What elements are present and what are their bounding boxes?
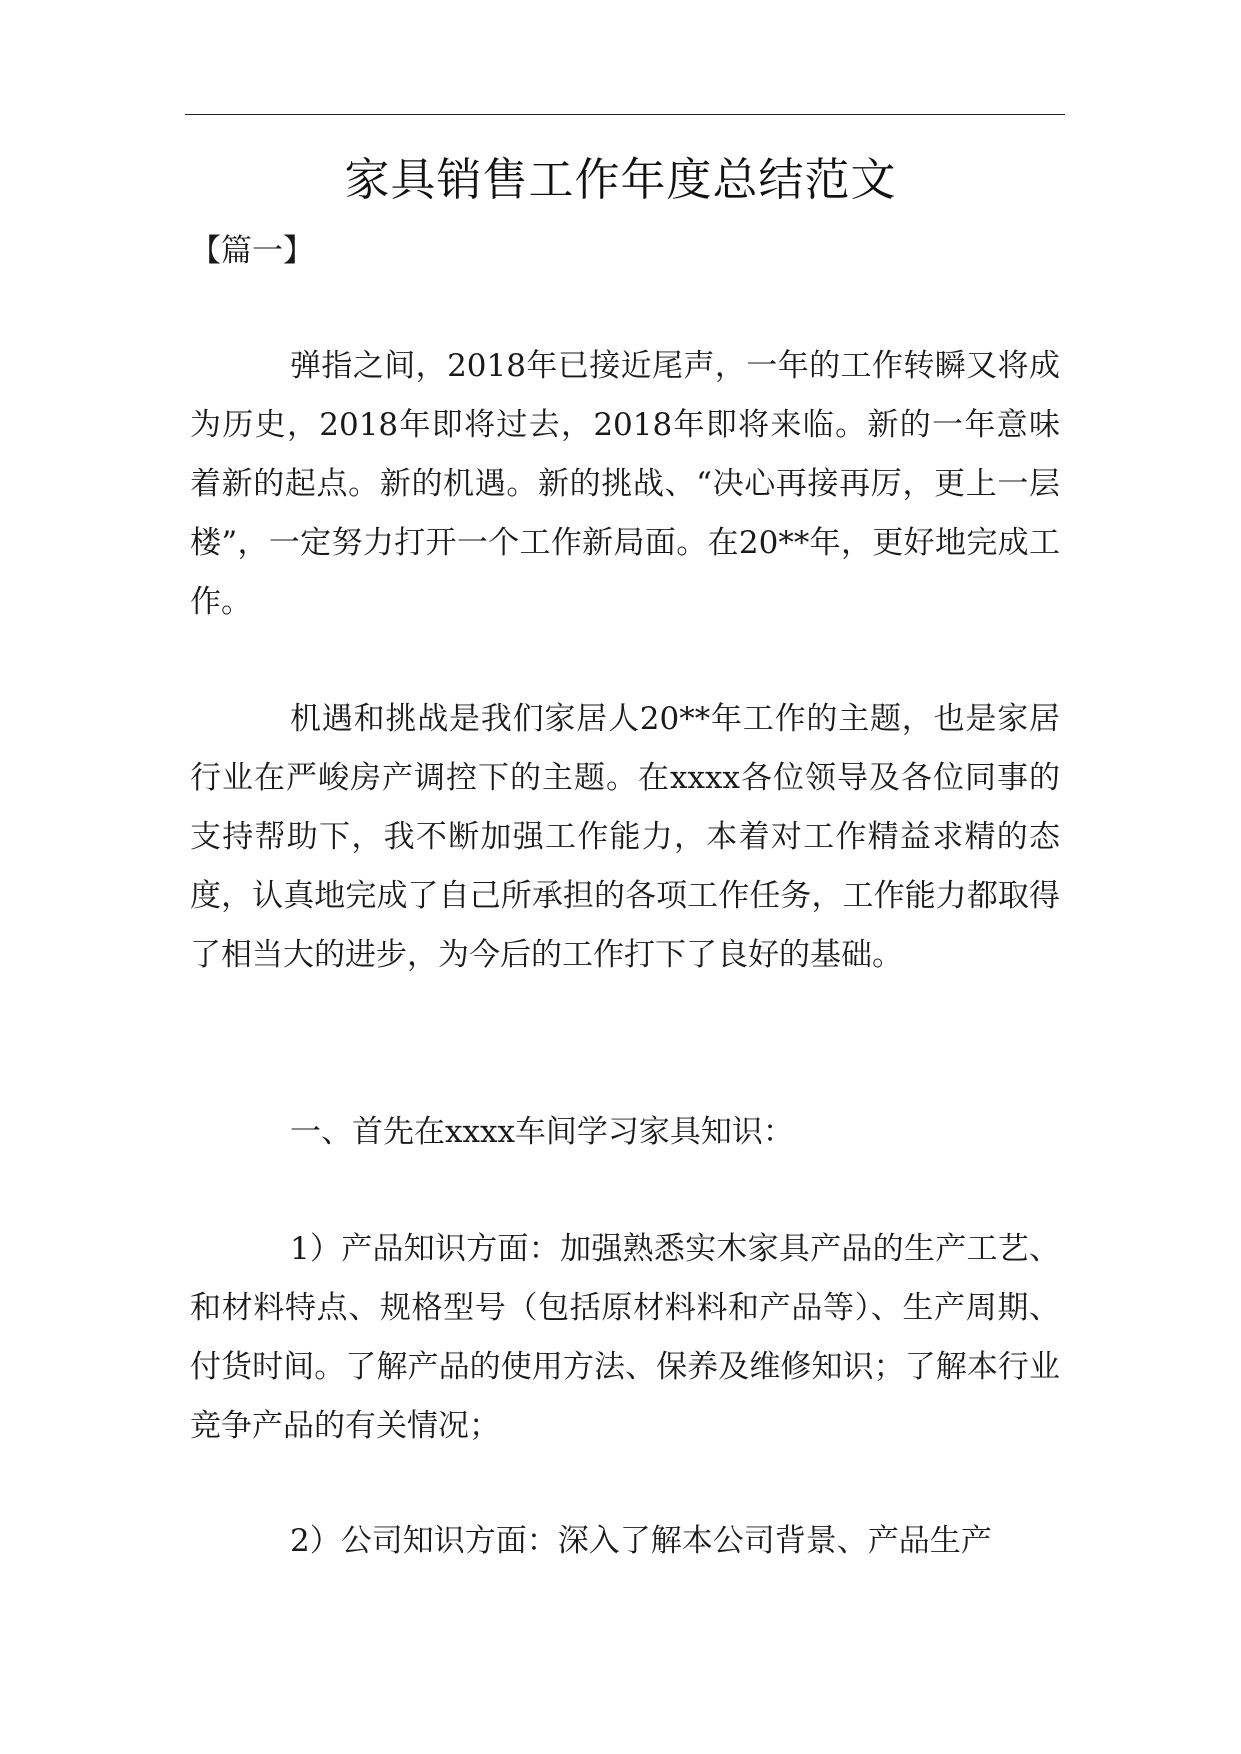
header-rule	[185, 114, 1065, 115]
document-title: 家具销售工作年度总结范文	[344, 153, 897, 206]
paragraph-company-knowledge: 2）公司知识方面：深入了解本公司背景、产品生产	[290, 1523, 992, 1559]
section-label: 【篇一】	[190, 233, 314, 269]
paragraph-opportunity: 机遇和挑战是我们家居人20**年工作的主题，也是家居行业在严峻房产调控下的主题。在xxxx各位领导及各位同事的支持帮助下，我不断加强工作能力，本着对工作精益求精的态度，认真地完成了自己所承担的各项工作任务，工作能力都取得了相当大的进步，为今后的工作打下了良好的基础。	[190, 701, 1060, 973]
section-heading-1: 一、首先在xxxx车间学习家具知识：	[290, 1114, 794, 1150]
paragraph-product-knowledge: 1）产品知识方面：加强熟悉实木家具产品的生产工艺、和材料特点、规格型号（包括原材料料和产品等）、生产周期、付货时间。了解产品的使用方法、保养及维修知识；了解本行业竞争产品的有关情况；	[190, 1231, 1060, 1444]
paragraph-intro: 弹指之间，2018年已接近尾声，一年的工作转瞬又将成为历史，2018年即将过去，2018年即将来临。新的一年意味着新的起点。新的机遇。新的挑战、“决心再接再厉，更上一层楼”，一定努力打开一个工作新局面。在20**年，更好地完成工作。	[190, 348, 1060, 620]
